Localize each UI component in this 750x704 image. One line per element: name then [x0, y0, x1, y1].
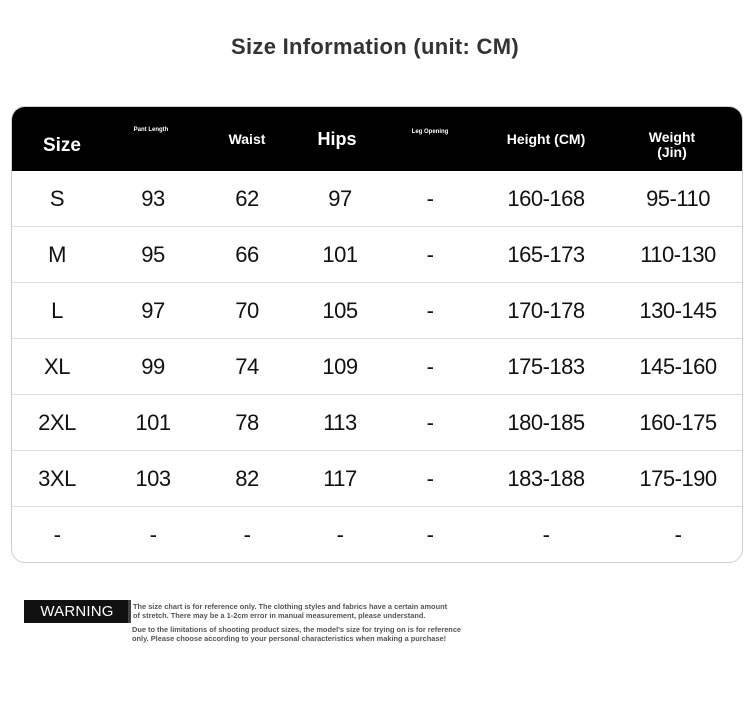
cell-waist: 74 — [235, 353, 259, 379]
cell-weight: 160-175 — [639, 409, 717, 435]
table-row — [12, 395, 742, 451]
cell-waist: 78 — [235, 409, 259, 435]
cell-height: 160-168 — [507, 185, 585, 211]
cell-pant-length: 99 — [141, 353, 165, 379]
size-table — [11, 106, 743, 563]
cell-size: XL — [44, 353, 70, 379]
cell-hips: 117 — [323, 465, 357, 491]
warning-note-line: only. Please choose according to your personal characteristics when making a purchase! — [132, 633, 447, 643]
cell-hips: 105 — [322, 297, 358, 323]
table-row — [12, 227, 742, 283]
cell-pant-length: 95 — [141, 241, 165, 267]
cell-leg-opening: - — [426, 465, 434, 491]
cell-leg-opening: - — [426, 185, 434, 211]
table-row — [12, 451, 742, 507]
cell-height: 170-178 — [507, 297, 585, 323]
header-weight-line2: (Jin) — [657, 144, 687, 160]
cell-size: M — [48, 241, 66, 267]
cell-weight: 95-110 — [646, 185, 710, 211]
cell-waist: 82 — [235, 465, 259, 491]
warning-note-line: The size chart is for reference only. The clothing styles and fabrics have a certain amount — [133, 602, 448, 611]
header-leg-opening: Leg Opening — [411, 129, 449, 135]
warning-note-line: of stretch. There may be a 1-2cm error in manual measurement, please understand. — [133, 610, 426, 620]
cell-leg-opening: - — [426, 353, 434, 379]
table-row — [12, 339, 742, 395]
cell-size: S — [49, 185, 65, 211]
cell-size: - — [53, 521, 61, 547]
cell-hips: 113 — [323, 409, 357, 435]
table-row — [12, 283, 742, 339]
header-size: Size — [42, 134, 82, 156]
cell-waist: - — [243, 521, 251, 547]
cell-pant-length: - — [149, 521, 157, 547]
warning-note-model — [132, 626, 461, 643]
cell-height: 165-173 — [507, 241, 585, 267]
cell-hips: - — [336, 521, 344, 547]
cell-leg-opening: - — [426, 241, 434, 267]
cell-height: 180-185 — [507, 409, 585, 435]
cell-weight: 110-130 — [640, 241, 716, 267]
warning-note-reference — [133, 603, 447, 620]
cell-weight: 130-145 — [639, 297, 717, 323]
cell-leg-opening: - — [426, 297, 434, 323]
header-height: Height (CM) — [506, 131, 586, 147]
cell-height: 175-183 — [507, 353, 585, 379]
cell-hips: 101 — [322, 241, 358, 267]
warning-note-line: Due to the limitations of shooting product sizes, the model's size for trying on is for reference — [132, 625, 462, 634]
cell-height: 183-188 — [507, 465, 585, 491]
header-hips: Hips — [317, 129, 357, 149]
cell-weight: 175-190 — [639, 465, 717, 491]
page-title: Size Information (unit: CM) — [231, 34, 519, 59]
cell-height: - — [542, 521, 550, 547]
cell-leg-opening: - — [426, 521, 434, 547]
table-row — [12, 507, 742, 562]
cell-size: 2XL — [38, 409, 76, 435]
warning-divider — [128, 600, 131, 623]
cell-pant-length: 93 — [141, 185, 165, 211]
cell-pant-length: 97 — [141, 297, 165, 323]
cell-size: 3XL — [38, 465, 76, 491]
cell-weight: 145-160 — [639, 353, 717, 379]
cell-waist: 62 — [235, 185, 259, 211]
header-pant-length: Pant Length — [133, 127, 169, 133]
cell-weight: - — [674, 521, 682, 547]
cell-pant-length: 101 — [135, 409, 171, 435]
table-row — [12, 171, 742, 227]
header-waist: Waist — [228, 131, 266, 147]
cell-hips: 97 — [328, 185, 352, 211]
cell-leg-opening: - — [426, 409, 434, 435]
table-header — [12, 107, 742, 171]
cell-hips: 109 — [322, 353, 358, 379]
table-body — [12, 171, 742, 562]
cell-waist: 70 — [235, 297, 259, 323]
cell-size: L — [51, 297, 63, 323]
cell-waist: 66 — [235, 241, 259, 267]
cell-pant-length: 103 — [135, 465, 171, 491]
header-weight — [613, 107, 731, 177]
warning-badge: WARNING — [24, 600, 130, 623]
header-weight-line1: Weight — [648, 129, 696, 146]
